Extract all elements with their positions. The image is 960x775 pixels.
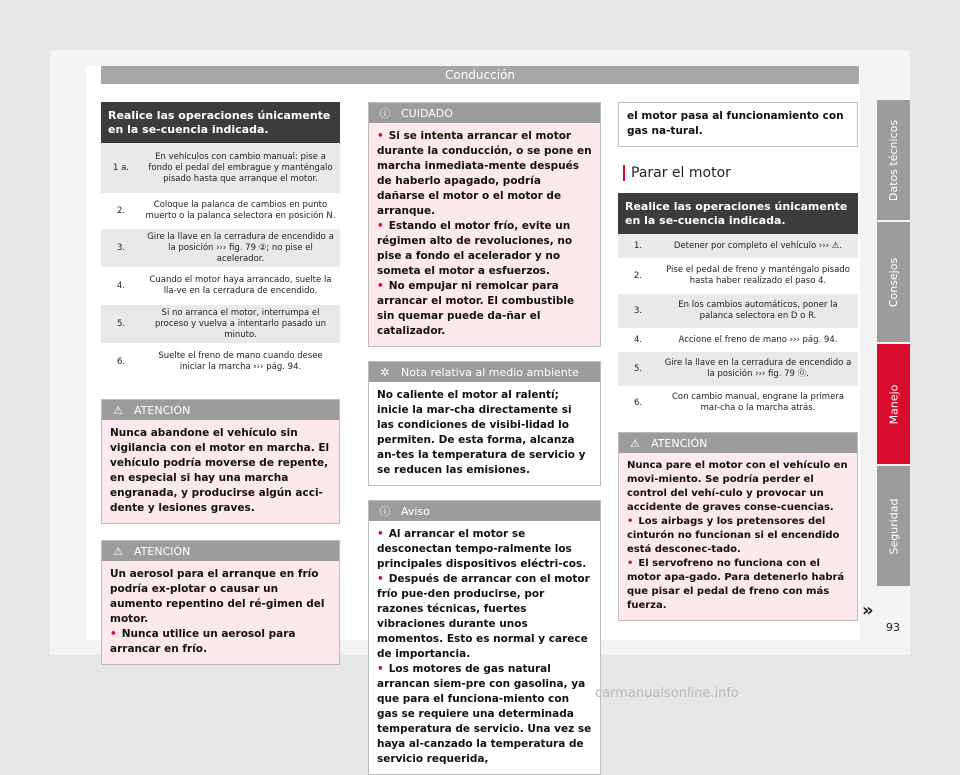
table-row: 4. Accione el freno de mano ››› pág. 94. <box>633 334 838 345</box>
table-row: 2. Coloque la palanca de cambios en punto muerto o la palanca selectora en posición N. <box>116 200 336 221</box>
table-row: 6. Con cambio manual, engrane la primera mar-cha o la marcha atrás. <box>633 392 845 413</box>
environment-note-box: ✲ Nota relativa al medio ambiente No caliente el motor al ralentí; inicie la mar-cha directamente si las condiciones de visibi-lidad lo permiten. De esta forma, alcanza an-tes la temperatura de servicio y se reducen las emisiones. <box>368 361 601 486</box>
warning-icon: ⚠ <box>113 403 123 417</box>
steps-table-stop <box>618 193 858 420</box>
info-icon: ⓘ <box>379 505 391 518</box>
page-number: 93 <box>886 621 900 634</box>
section-title: Parar el motor <box>623 165 858 181</box>
table-row: 1 a. En vehículos con cambio manual: pise a fondo el pedal del embrague y manténgalo pisado hasta que arranque el motor. <box>101 143 340 193</box>
chapter-tabs <box>877 100 910 588</box>
watermark: carmanualsonline.info <box>595 686 739 701</box>
continue-arrow-icon: » <box>862 600 874 621</box>
table-title: Realice las operaciones únicamente en la se-cuencia indicada. <box>618 193 858 234</box>
table-row: 5. Gire la llave en la cerradura de encendido a la posición ››› fig. 79 ⓪. <box>618 352 858 386</box>
steps-table-start <box>101 102 340 381</box>
table-row: 2. Pise el pedal de freno y manténgalo pisado hasta haber realizado el paso 4. <box>633 265 850 286</box>
notice-box: ⓘ Aviso • Al arrancar el motor se desconectan tempo-ralmente los principales dispositivos eléctri-cos. • Después de arrancar con el motor frío pue-den producirse, por razones técnicas, fuertes vibraciones durante unos momentos. Esto es normal y carece de importancia. • Los motores de gas natural arrancan siem-pre con gasolina, ya que para el funciona-miento con gas se requiere una determinada temperatura de servicio. Una vez se haya al-canzado la temperatura de servicio requerida, <box>368 500 601 775</box>
environment-icon: ✲ <box>380 365 390 379</box>
warning-box-2: ⚠ ATENCIÓN Un aerosol para el arranque en frío podría ex-plotar o causar un aumento repentino del ré-gimen del motor. • Nunca utilice un aerosol para arrancar en frío. <box>101 540 340 665</box>
tab-seguridad[interactable]: Seguridad <box>877 466 910 586</box>
table-row: 1. Detener por completo el vehículo ››› ⚠. <box>618 234 858 258</box>
table-row: 3. Gire la llave en la cerradura de encendido a la posición ››› fig. 79 ②; no pise el acelerador. <box>101 229 340 267</box>
warning-box-3: ⚠ ATENCIÓN Nunca pare el motor con el vehículo en movi-miento. Se podría perder el control del vehí-culo y provocar un accidente de graves conse-cuencias. • Los airbags y los pretensores del cinturón no funcionan si el encendido está desconec-tado. • El servofreno no funciona con el motor apa-gado. Para detenerlo habrá que pisar el pedal de freno con más fuerza. <box>618 432 858 621</box>
table-row: 6. Suelte el freno de mano cuando desee iniciar la marcha ››› pág. 94. <box>116 351 323 372</box>
column-middle <box>368 102 601 775</box>
warning-box-1: ⚠ ATENCIÓN Nunca abandone el vehículo sin vigilancia con el motor en marcha. El vehículo podría moverse de repente, en especial si hay una marcha engranada, y producirse algún acci-dente y lesiones graves. <box>101 399 340 524</box>
tab-manejo[interactable]: Manejo <box>877 344 910 464</box>
table-row: 4. Cuando el motor haya arrancado, suelte la lla-ve en la cerradura de encendido. <box>116 275 332 296</box>
warning-icon: ⚠ <box>630 436 640 450</box>
notice-box-continued: el motor pasa al funcionamiento con gas na-tural. <box>618 102 858 147</box>
warning-icon: ⚠ <box>113 544 123 558</box>
table-row: 5. Si no arranca el motor, interrumpa el proceso y vuelva a intentarlo pasado un minuto. <box>101 305 340 343</box>
caution-box: ⓘ CUIDADO • Si se intenta arrancar el motor durante la conducción, o se pone en marcha inmediata-mente después de haberlo apagado, podría dañarse el motor o el motor de arranque. • Estando el motor frío, evite un régimen alto de revoluciones, no pise a fondo el acelerador y no someta el motor a esfuerzos. • No empujar ni remolcar para arrancar el motor. El combustible sin quemar puede da-ñar el catalizador. <box>368 102 601 347</box>
tab-consejos[interactable]: Consejos <box>877 222 910 342</box>
page-header: Conducción <box>101 66 859 84</box>
table-row: 3. En los cambios automáticos, poner la palanca selectora en D o R. <box>618 294 858 328</box>
info-circle-icon: ⓘ <box>379 107 391 120</box>
column-right <box>618 102 858 621</box>
column-left <box>101 102 340 665</box>
table-title: Realice las operaciones únicamente en la se-cuencia indicada. <box>101 102 340 143</box>
tab-datos-tecnicos[interactable]: Datos técnicos <box>877 100 910 220</box>
